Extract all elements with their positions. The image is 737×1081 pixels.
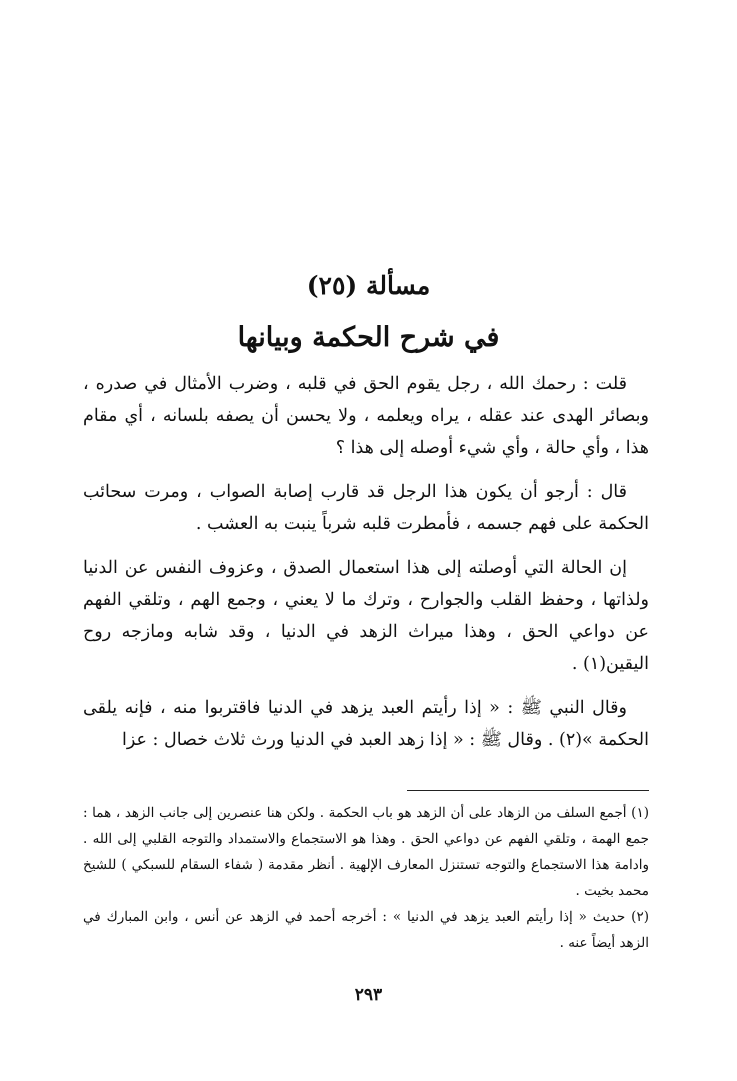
paragraph-answer: قال : أرجو أن يكون هذا الرجل قد قارب إصابة الصواب ، ومرت سحائب الحكمة على فهم جسمه ، فأمطرت قلبه شرباً ينبت به العشب . xyxy=(83,482,649,534)
paragraph-question: قلت : رحمك الله ، رجل يقوم الحق في قلبه ، وضرب الأمثال في صدره ، وبصائر الهدى عند عقله ، يراه ويعلمه ، ولا يحسن أن يصفه بلسانه ، أي مقام هذا ، وأي حالة ، وأي شيء أوصله إلى هذا ؟ xyxy=(83,374,649,458)
footnotes xyxy=(83,800,649,956)
footnote-1: (١) أجمع السلف من الزهاد على أن الزهد هو باب الحكمة . ولكن هنا عنصرين إلى جانب الزهد ، هما : جمع الهمة ، وتلقي الفهم عن دواعي الحق . وهذا هو الاستجماع والاستمداد والتوجه القلبي إلى الله . وادامة هذا الاستجماع والتوجه تستنزل المعارف الإلهية . أنظر مقدمة ( شفاء السقام للسبكي ) للشيخ محمد بخيت . xyxy=(83,805,649,899)
issue-subtitle: في شرح الحكمة وبيانها xyxy=(237,322,500,353)
footnote-divider xyxy=(407,790,649,791)
footnote-2: (٢) حديث « إذا رأيتم العبد يزهد في الدنيا » : أخرجه أحمد في الزهد عن أنس ، وابن المبارك في الزهد أيضاً عنه . xyxy=(83,909,649,951)
paragraph-state: إن الحالة التي أوصلته إلى هذا استعمال الصدق ، وعزوف النفس عن الدنيا ولذاتها ، وحفظ القلب والجوارح ، وترك ما لا يعني ، وجمع الهم ، وتلقي الفهم عن دواعي الحق ، وهذا ميراث الزهد في الدنيا ، وقد شابه ومازجه روح اليقين(١) . xyxy=(83,558,649,674)
page-number: ٢٩٣ xyxy=(354,985,383,1005)
main-text xyxy=(83,368,649,768)
paragraph-hadith: وقال النبي ﷺ : « إذا رأيتم العبد يزهد في الدنيا فاقتربوا منه ، فإنه يلقى الحكمة »(٢) . وقال ﷺ : « إذا زهد العبد في الدنيا ورث ثلاث خصال : عزا xyxy=(83,698,649,750)
issue-title: مسألة (٢٥) xyxy=(306,271,431,300)
